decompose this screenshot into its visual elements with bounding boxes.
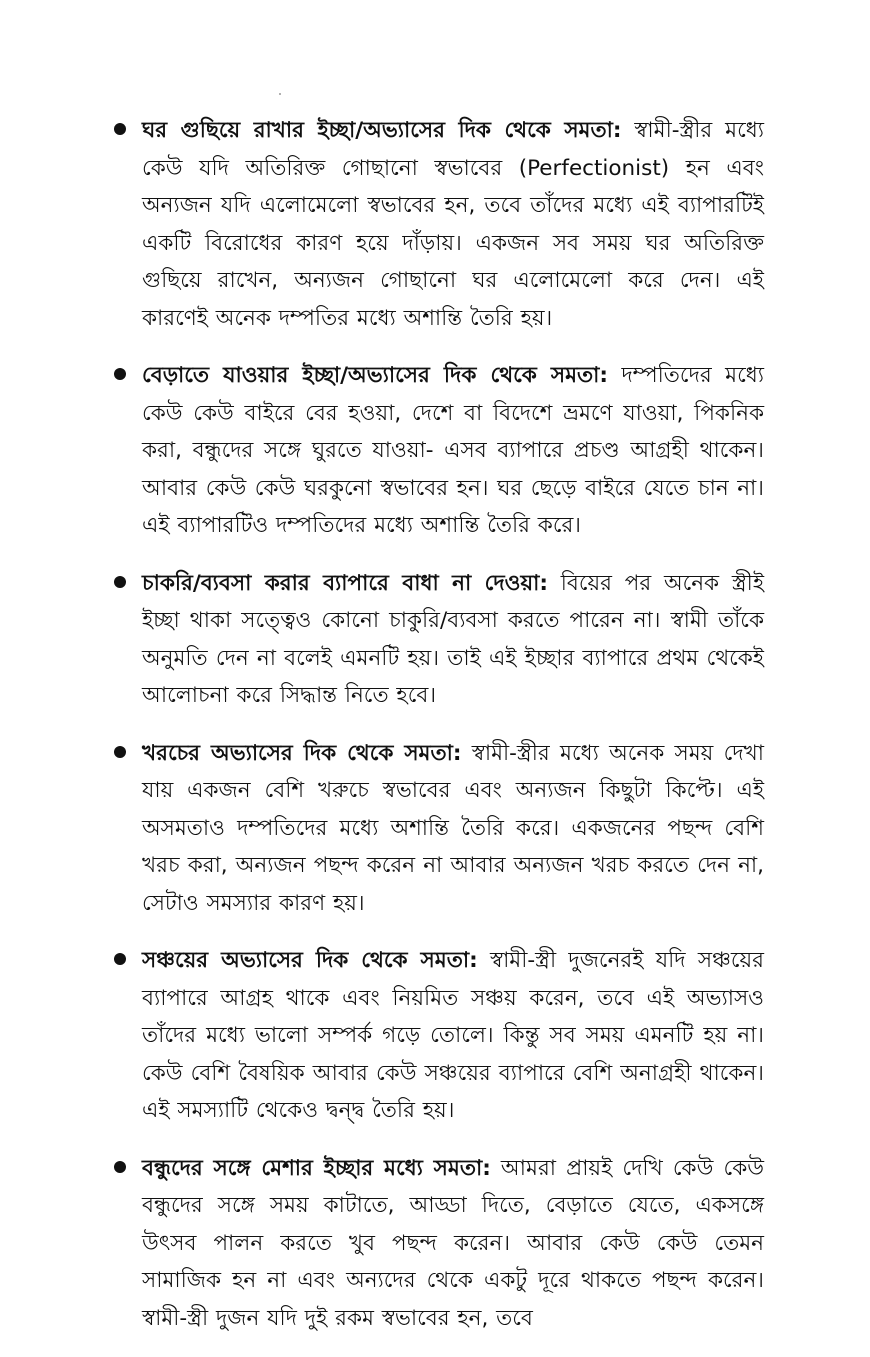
list-item-heading: বন্ধুদের সঙ্গে মেশার ইচ্ছার মধ্যে সমতা: <box>142 1155 491 1181</box>
list-item-heading: চাকরি/ব্যবসা করার ব্যাপারে বাধা না দেওয়া: <box>142 570 548 596</box>
list-item-body: আমরা প্রায়ই দেখি কেউ কেউ বন্ধুদের সঙ্গে সময় কাটাতে, আড্ডা দিতে, বেড়াতে যেতে, একসঙ্গে উৎসব পালন করতে খুব পছন্দ করেন। আবার কেউ কেউ তেমন সামাজিক হন না এবং অন্যদের থেকে একটু দূরে থাকতে পছন্দ করেন। স্বামী-স্ত্রী দুজন যদি দুই রকম স্বভাবের হন, তবে <box>142 1155 764 1331</box>
bullet-icon <box>114 123 126 135</box>
list-item-text <box>142 942 764 1130</box>
list-item-heading: ঘর গুছিয়ে রাখার ইচ্ছা/অভ্যাসের দিক থেকে সমতা: <box>142 118 622 143</box>
list-item-text <box>142 112 764 337</box>
list-item-6 <box>112 1150 764 1338</box>
list-item-body: বিয়ের পর অনেক স্ত্রীই ইচ্ছা থাকা সত্ত্বেও কোনো চাকুরি/ব্যবসা করতে পারেন না। স্বামী তাঁকে অনুমতি দেন না বলেই এমনটি হয়। তাই এই ইচ্ছার ব্যাপারে প্রথম থেকেই আলোচনা করে সিদ্ধান্ত নিতে হবে। <box>142 570 764 708</box>
list-item-heading: খরচের অভ্যাসের দিক থেকে সমতা: <box>142 740 462 766</box>
list-item-5 <box>112 942 764 1130</box>
bullet-icon <box>114 953 126 965</box>
bullet-icon <box>114 1161 126 1173</box>
list-item-text <box>142 357 764 545</box>
list-item-heading: সঞ্চয়ের অভ্যাসের দিক থেকে সমতা: <box>142 948 478 973</box>
list-item-1 <box>112 112 764 337</box>
list-item-2 <box>112 357 764 545</box>
document-page <box>112 112 764 1357</box>
list-item-text <box>142 565 764 715</box>
list-item-heading: বেড়াতে যাওয়ার ইচ্ছা/অভ্যাসের দিক থেকে সমতা: <box>142 363 608 388</box>
list-item-body: স্বামী-স্ত্রীর মধ্যে অনেক সময় দেখা যায় একজন বেশি খরুচে স্বভাবের এবং অন্যজন কিছুটা কিপ্টে। এই অসমতাও দম্পতিদের মধ্যে অশান্তি তৈরি করে। একজনের পছন্দ বেশি খরচ করা, অন্যজন পছন্দ করেন না আবার অন্যজন খরচ করতে দেন না, সেটাও সমস্যার কারণ হয়। <box>142 740 765 916</box>
bullet-icon <box>114 576 126 588</box>
list-item-3 <box>112 565 764 715</box>
list-item-body: স্বামী-স্ত্রী দুজনেরই যদি সঞ্চয়ের ব্যাপারে আগ্রহ থাকে এবং নিয়মিত সঞ্চয় করেন, তবে এই অভ্যাসও তাঁদের মধ্যে ভালো সম্পর্ক গড়ে তোলে। কিন্তু সব সময় এমনটি হয় না। কেউ বেশি বৈষয়িক আবার কেউ সঞ্চয়ের ব্যাপারে বেশি অনাগ্রহী থাকেন। এই সমস্যাটি থেকেও দ্বন্দ্ব তৈরি হয়। <box>142 948 764 1123</box>
bullet-icon <box>114 746 126 758</box>
list-item-body: স্বামী-স্ত্রীর মধ্যে কেউ যদি অতিরিক্ত গোছানো স্বভাবের (Perfectionist) হন এবং অন্যজন যদি এলোমেলো স্বভাবের হন, তবে তাঁদের মধ্যে এই ব্যাপারটিই একটি বিরোধের কারণ হয়ে দাঁড়ায়। একজন সব সময় ঘর অতিরিক্ত গুছিয়ে রাখেন, অন্যজন গোছানো ঘর এলোমেলো করে দেন। এই কারণেই অনেক দম্পতির মধ্যে অশান্তি তৈরি হয়। <box>142 118 764 331</box>
stray-mark <box>279 93 281 95</box>
list-item-text <box>142 1150 764 1338</box>
bullet-icon <box>114 368 126 380</box>
list-item-body: দম্পতিদের মধ্যে কেউ কেউ বাইরে বের হওয়া, দেশে বা বিদেশে ভ্রমণে যাওয়া, পিকনিক করা, বন্ধুদের সঙ্গে ঘুরতে যাওয়া- এসব ব্যাপারে প্রচণ্ড আগ্রহী থাকেন। আবার কেউ কেউ ঘরকুনো স্বভাবের হন। ঘর ছেড়ে বাইরে যেতে চান না। এই ব্যাপারটিও দম্পতিদের মধ্যে অশান্তি তৈরি করে। <box>142 363 764 538</box>
list-item-4 <box>112 735 764 923</box>
list-item-text <box>142 735 764 923</box>
